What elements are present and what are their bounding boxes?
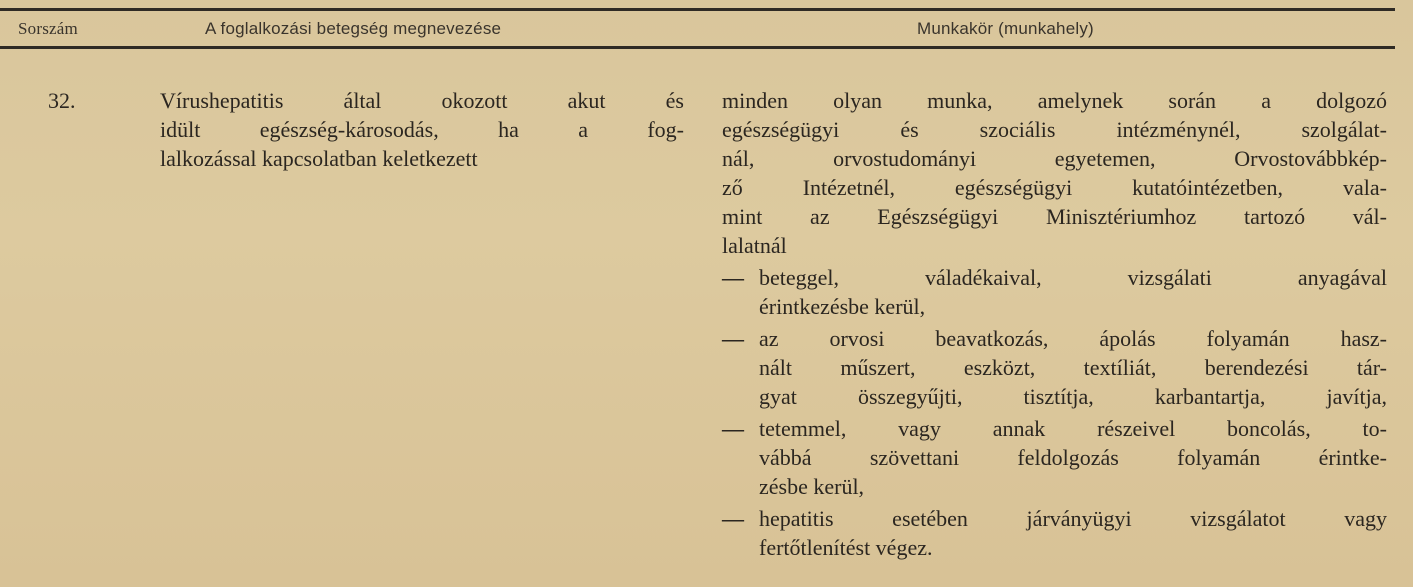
bullet-line: érintkezésbe kerül, — [759, 294, 926, 319]
header-col-disease: A foglalkozási betegség megnevezése — [205, 19, 502, 38]
work-intro-line: egészségügyi és szociális intézménynél, szolgálat- — [722, 117, 1387, 142]
header-col-work: Munkakör (munkahely) — [917, 19, 1094, 38]
work-intro-line: lalatnál — [722, 233, 787, 258]
work-bullet-item — [722, 324, 1387, 411]
header-top-rule — [0, 8, 1395, 11]
bullet-line: gyat összegyűjti, tisztítja, karbantartja, javítja, — [759, 384, 1387, 409]
work-intro-line: nál, orvostudományi egyetemen, Orvostovábbkép- — [722, 146, 1387, 171]
bullet-line: az orvosi beavatkozás, ápolás folyamán hasz- — [759, 326, 1387, 351]
header-col-number: Sorszám — [18, 19, 78, 38]
disease-description — [160, 86, 684, 173]
header-bottom-rule — [0, 46, 1395, 49]
work-bullet-item — [722, 263, 1387, 321]
work-description — [722, 86, 1387, 562]
row-number: 32. — [48, 88, 76, 113]
disease-line: idült egészség-károsodás, ha a fog- — [160, 117, 684, 142]
bullet-line: beteggel, váladékaival, vizsgálati anyagával — [759, 265, 1387, 290]
work-bullet-item — [722, 504, 1387, 562]
work-intro-line: mint az Egészségügyi Minisztériumhoz tartozó vál- — [722, 204, 1387, 229]
bullet-line: nált műszert, eszközt, textíliát, berendezési tár- — [759, 355, 1387, 380]
disease-line: Vírushepatitis által okozott akut és — [160, 88, 684, 113]
bullet-line: hepatitis esetében járványügyi vizsgálatot vagy — [759, 506, 1387, 531]
work-bullet-item — [722, 414, 1387, 501]
dash-marker: — — [722, 265, 744, 290]
bullet-line: fertőtlenítést végez. — [759, 535, 933, 560]
work-intro-line: ző Intézetnél, egészségügyi kutatóintézetben, vala- — [722, 175, 1387, 200]
dash-marker: — — [722, 506, 744, 531]
work-intro-line: minden olyan munka, amelynek során a dolgozó — [722, 88, 1387, 113]
bullet-line: vábbá szövettani feldolgozás folyamán érintke- — [759, 445, 1387, 470]
disease-line: lalkozással kapcsolatban keletkezett — [160, 146, 478, 171]
dash-marker: — — [722, 326, 744, 351]
bullet-line: tetemmel, vagy annak részeivel boncolás, to- — [759, 416, 1387, 441]
bullet-line: zésbe kerül, — [759, 474, 865, 499]
dash-marker: — — [722, 416, 744, 441]
